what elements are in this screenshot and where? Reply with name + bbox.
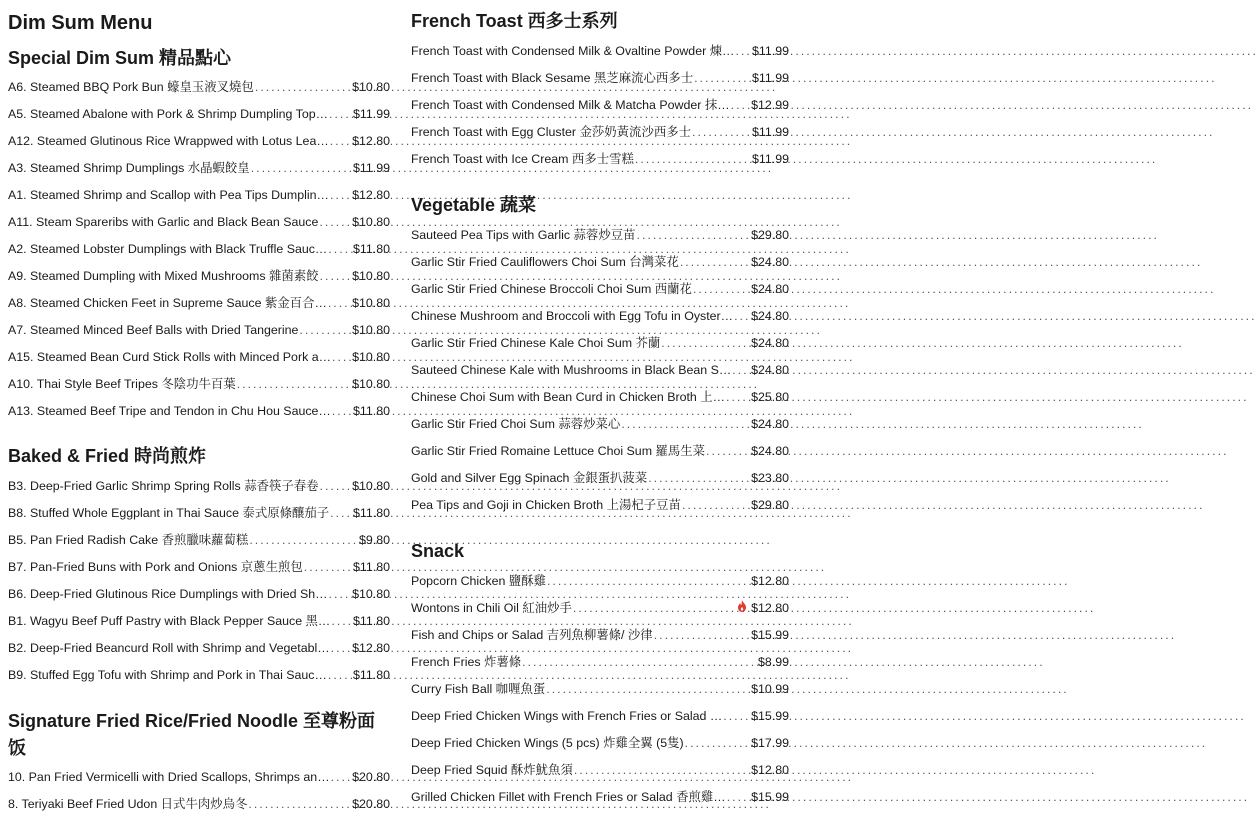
dot-leader xyxy=(621,411,750,438)
menu-item-name: B1. Wagyu Beef Puff Pastry with Black Pepper Sauce 黑… xyxy=(8,614,331,628)
menu-item-name: Popcorn Chicken 鹽酥雞 xyxy=(411,574,546,588)
menu-item-name: B5. Pan Fried Radish Cake 香煎臘味蘿蔔糕 xyxy=(8,533,249,547)
menu-item[interactable] xyxy=(8,635,390,662)
menu-item-price: $29.80 xyxy=(751,498,789,512)
menu-item-price: $10.80 xyxy=(352,80,390,94)
dot-leader xyxy=(332,344,351,371)
dot-leader xyxy=(723,703,750,730)
menu-item[interactable] xyxy=(8,236,390,263)
dot-leader xyxy=(329,581,352,608)
menu-item[interactable] xyxy=(411,357,789,384)
menu-item[interactable] xyxy=(411,65,789,92)
dot-leader xyxy=(654,622,750,649)
menu-item-name: A1. Steamed Shrimp and Scallop with Pea Tips Dumplin… xyxy=(8,188,329,202)
chili-flame-icon xyxy=(737,600,747,612)
menu-item-price: $24.80 xyxy=(751,309,789,323)
dot-leader xyxy=(648,465,750,492)
dot-leader xyxy=(692,119,751,146)
menu-item-price: $15.99 xyxy=(751,790,789,804)
dot-leader xyxy=(332,398,352,425)
dot-leader xyxy=(685,730,750,757)
menu-item[interactable] xyxy=(411,649,789,676)
dot-leader xyxy=(546,676,750,703)
menu-item[interactable] xyxy=(8,371,390,398)
menu-item[interactable] xyxy=(411,703,789,730)
menu-item-name: Pea Tips and Goji in Chicken Broth 上湯杞子豆苗 xyxy=(411,498,681,512)
menu-item-price: $11.99 xyxy=(353,107,390,121)
dot-leader xyxy=(328,290,351,317)
menu-item-price: $20.80 xyxy=(352,770,390,784)
menu-item[interactable] xyxy=(411,146,789,173)
menu-item-price: $12.80 xyxy=(352,188,390,202)
menu-item-name: Gold and Silver Egg Spinach 金銀蛋扒菠菜 xyxy=(411,471,648,485)
menu-item-price: $11.80 xyxy=(353,506,390,520)
menu-item-price: $10.80 xyxy=(352,215,390,229)
menu-item[interactable] xyxy=(8,182,390,209)
menu-item[interactable] xyxy=(8,263,390,290)
menu-item-name: B3. Deep-Fried Garlic Shrimp Spring Rolls 蒜香筷子春卷 xyxy=(8,479,319,493)
menu-item-name: A10. Thai Style Beef Tripes 冬陰功牛百葉 xyxy=(8,377,236,391)
dot-leader xyxy=(573,595,734,622)
section-vegetable xyxy=(411,192,789,512)
menu-item-price: $23.80 xyxy=(751,471,789,485)
menu-item[interactable] xyxy=(411,438,789,465)
item-list xyxy=(8,74,390,425)
menu-item-price: $24.80 xyxy=(751,255,789,269)
menu-item-name: A3. Steamed Shrimp Dumplings 水晶蝦餃皇 xyxy=(8,161,250,175)
section-signature-rice-noodle xyxy=(8,708,390,811)
menu-item[interactable] xyxy=(8,344,390,371)
menu-item-name: A13. Steamed Beef Tripe and Tendon in Chu Hou Sauce… xyxy=(8,404,331,418)
menu-item-price: $11.99 xyxy=(752,125,789,139)
section-title: Snack xyxy=(411,541,465,561)
dot-leader xyxy=(331,635,351,662)
menu-item-name: A5. Steamed Abalone with Pork & Shrimp Dumpling Top… xyxy=(8,107,329,121)
dot-leader xyxy=(330,128,351,155)
item-list xyxy=(411,568,789,811)
menu-item-price: $24.80 xyxy=(751,444,789,458)
menu-item-name: 10. Pan Fried Vermicelli with Dried Scallops, Shrimps an… xyxy=(8,770,330,784)
item-list xyxy=(8,473,390,689)
menu-item[interactable] xyxy=(8,155,390,182)
menu-item-name: B8. Stuffed Whole Eggplant in Thai Sauce 泰式原條釀茄子 xyxy=(8,506,330,520)
dot-leader xyxy=(319,209,351,236)
menu-item-price: $9.80 xyxy=(358,533,390,547)
section-baked-fried xyxy=(8,443,390,682)
menu-item-name: B9. Stuffed Egg Tofu with Shrimp and Pork in Thai Sauc… xyxy=(8,668,327,682)
menu-item-name: Chinese Choi Sum with Bean Curd in Chicken Broth 上… xyxy=(411,390,726,404)
menu-item[interactable] xyxy=(411,757,789,784)
section-title: Signature Fried Rice/Fried Noodle 至尊粉面饭 xyxy=(8,711,376,758)
dot-leader xyxy=(248,791,351,818)
section-special-dim-sum xyxy=(8,45,390,418)
dot-leader xyxy=(734,303,750,330)
dot-leader xyxy=(251,155,352,182)
item-list xyxy=(411,222,789,519)
dot-leader xyxy=(330,500,352,527)
menu-item[interactable] xyxy=(8,101,390,128)
dot-leader xyxy=(249,527,358,554)
page-title: Dim Sum Menu xyxy=(8,12,153,34)
menu-item[interactable] xyxy=(411,492,789,519)
dot-leader xyxy=(255,74,351,101)
menu-item-name: Grilled Chicken Fillet with French Fries or Salad 香煎雞… xyxy=(411,790,726,804)
menu-item-price: $10.99 xyxy=(751,682,789,696)
menu-item-name: French Fries 炸薯條 xyxy=(411,655,522,669)
menu-item-price: $15.99 xyxy=(751,709,789,723)
menu-item-price: $10.80 xyxy=(352,350,390,364)
menu-item-price: $10.80 xyxy=(352,269,390,283)
menu-item-price: $11.80 xyxy=(353,614,390,628)
menu-item[interactable] xyxy=(8,608,390,635)
menu-item[interactable] xyxy=(411,330,789,357)
menu-item[interactable] xyxy=(8,764,390,791)
menu-item-price: $20.80 xyxy=(352,797,390,811)
dot-leader xyxy=(727,784,750,811)
dot-leader xyxy=(522,649,757,676)
menu-item-name: 8. Teriyaki Beef Fried Udon 日式牛肉炒烏冬 xyxy=(8,797,248,811)
menu-item[interactable] xyxy=(8,398,390,425)
section-title: Vegetable 蔬菜 xyxy=(411,195,537,215)
menu-item-name: Deep Fried Squid 酥炸魷魚須 xyxy=(411,763,573,777)
menu-item-name: B2. Deep-Fried Beancurd Roll with Shrimp and Vegetabl… xyxy=(8,641,330,655)
dot-leader xyxy=(331,608,352,635)
item-list xyxy=(8,764,390,818)
menu-item-price: $10.80 xyxy=(352,323,390,337)
menu-item-name: Sauteed Pea Tips with Garlic 蒜蓉炒豆苗 xyxy=(411,228,636,242)
menu-item[interactable] xyxy=(411,676,789,703)
menu-item-price: $24.80 xyxy=(751,417,789,431)
menu-item-name: French Toast with Condensed Milk & Matcha Powder 抹… xyxy=(411,98,730,112)
dot-leader xyxy=(328,662,352,689)
menu-item-price: $12.80 xyxy=(751,763,789,777)
menu-item-name: Deep Fried Chicken Wings with French Fries or Salad … xyxy=(411,709,723,723)
menu-item-name: Wontons in Chili Oil 紅油炒手 xyxy=(411,601,572,615)
menu-item-name: Curry Fish Ball 咖喱魚蛋 xyxy=(411,682,546,696)
dot-leader xyxy=(732,357,750,384)
menu-item-name: Garlic Stir Fried Choi Sum 蒜蓉炒菜心 xyxy=(411,417,621,431)
menu-item-name: B7. Pan-Fried Buns with Pork and Onions 京蔥生煎包 xyxy=(8,560,303,574)
menu-item[interactable] xyxy=(8,527,390,554)
menu-item[interactable] xyxy=(411,276,789,303)
menu-item[interactable] xyxy=(8,317,390,344)
menu-item[interactable] xyxy=(411,595,789,622)
menu-item-name: Garlic Stir Fried Cauliflowers Choi Sum 台灣菜花 xyxy=(411,255,679,269)
menu-item[interactable] xyxy=(411,92,789,119)
menu-item-name: A8. Steamed Chicken Feet in Supreme Sauce 紫金百合… xyxy=(8,296,327,310)
item-list xyxy=(411,38,789,173)
menu-item[interactable] xyxy=(8,500,390,527)
menu-item-name: Sauteed Chinese Kale with Mushrooms in Black Bean S… xyxy=(411,363,732,377)
menu-item-name: French Toast with Condensed Milk & Ovaltine Powder 煉… xyxy=(411,44,735,58)
dot-leader xyxy=(237,371,351,398)
menu-item-price: $24.80 xyxy=(751,336,789,350)
dot-leader xyxy=(329,101,352,128)
menu-item-price: $17.99 xyxy=(751,736,789,750)
menu-item-name: A7. Steamed Minced Beef Balls with Dried Tangerine xyxy=(8,323,299,337)
menu-item-name: A12. Steamed Glutinous Rice Wrappwed with Lotus Lea… xyxy=(8,134,329,148)
dot-leader xyxy=(661,330,750,357)
menu-item-price: $12.80 xyxy=(352,641,390,655)
menu-item[interactable] xyxy=(411,303,789,330)
dot-leader xyxy=(731,92,750,119)
dot-leader xyxy=(682,492,750,519)
menu-item-price: $11.80 xyxy=(353,404,390,418)
menu-item-name: A2. Steamed Lobster Dumplings with Black Truffle Sauc… xyxy=(8,242,328,256)
menu-item-name: Garlic Stir Fried Romaine Lettuce Choi Sum 羅馬生菜 xyxy=(411,444,706,458)
menu-item-price: $11.99 xyxy=(752,152,789,166)
menu-item-price: $11.99 xyxy=(752,71,789,85)
menu-item-name: B6. Deep-Fried Glutinous Rice Dumplings with Dried Sh… xyxy=(8,587,328,601)
menu-item-name: Garlic Stir Fried Chinese Kale Choi Sum 芥蘭 xyxy=(411,336,661,350)
menu-item-name: Chinese Mushroom and Broccoli with Egg Tofu in Oyster… xyxy=(411,309,734,323)
dot-leader xyxy=(726,384,750,411)
menu-item-price: $12.80 xyxy=(751,574,789,588)
menu-item-name: Deep Fried Chicken Wings (5 pcs) 炸雞全翼 (5隻) xyxy=(411,736,684,750)
section-title: Special Dim Sum 精品點心 xyxy=(8,48,232,68)
menu-item-price: $8.99 xyxy=(757,655,789,669)
menu-item[interactable] xyxy=(8,128,390,155)
menu-item[interactable] xyxy=(411,568,789,595)
menu-item-name: A11. Steam Spareribs with Garlic and Black Bean Sauce xyxy=(8,215,319,229)
menu-item[interactable] xyxy=(8,791,390,818)
menu-item[interactable] xyxy=(411,730,789,757)
menu-item[interactable] xyxy=(411,249,789,276)
menu-item-price: $11.99 xyxy=(752,44,789,58)
menu-item-price: $10.80 xyxy=(352,296,390,310)
menu-item-name: Garlic Stir Fried Chinese Broccoli Choi Sum 西蘭花 xyxy=(411,282,692,296)
menu-item-name: Fish and Chips or Salad 吉列魚柳薯條/ 沙律 xyxy=(411,628,653,642)
menu-item[interactable] xyxy=(411,622,789,649)
menu-item[interactable] xyxy=(411,222,789,249)
menu-item-name: French Toast with Ice Cream 西多士雪糕 xyxy=(411,152,634,166)
menu-item-name: A6. Steamed BBQ Pork Bun 蠔皇玉液叉燒包 xyxy=(8,80,254,94)
menu-item[interactable] xyxy=(8,209,390,236)
dot-leader xyxy=(320,263,352,290)
dot-leader xyxy=(304,554,352,581)
menu-item-name: French Toast with Egg Cluster 金莎奶黃流沙西多士 xyxy=(411,125,692,139)
dot-leader xyxy=(735,38,751,65)
dot-leader xyxy=(328,236,352,263)
menu-item[interactable] xyxy=(8,581,390,608)
dot-leader xyxy=(693,276,750,303)
menu-item[interactable] xyxy=(411,411,789,438)
menu-item-name: A9. Steamed Dumpling with Mixed Mushrooms 雜菌素餃 xyxy=(8,269,319,283)
menu-item[interactable] xyxy=(8,74,390,101)
menu-item[interactable] xyxy=(411,384,789,411)
menu-item[interactable] xyxy=(8,662,390,689)
dot-leader xyxy=(331,764,352,791)
menu-item-name: A15. Steamed Bean Curd Stick Rolls with Minced Pork a… xyxy=(8,350,331,364)
menu-item-price: $24.80 xyxy=(751,363,789,377)
menu-item[interactable] xyxy=(8,473,390,500)
menu-item-price: $12.80 xyxy=(352,134,390,148)
menu-item[interactable] xyxy=(8,290,390,317)
dot-leader xyxy=(706,438,750,465)
menu-item[interactable] xyxy=(411,465,789,492)
menu-item-price: $11.80 xyxy=(353,668,390,682)
dot-leader xyxy=(680,249,750,276)
menu-item-price: $24.80 xyxy=(751,282,789,296)
menu-item-price: $15.99 xyxy=(751,628,789,642)
menu-item-price: $10.80 xyxy=(352,479,390,493)
dot-leader xyxy=(694,65,751,92)
menu-item-name: French Toast with Black Sesame 黑芝麻流心西多士 xyxy=(411,71,694,85)
dot-leader xyxy=(330,182,351,209)
menu-item-price: $25.80 xyxy=(751,390,789,404)
menu-item[interactable] xyxy=(411,38,789,65)
dot-leader xyxy=(320,473,352,500)
menu-item-price: $12.99 xyxy=(751,98,789,112)
menu-item-price: $10.80 xyxy=(352,587,390,601)
menu-item-price: $10.80 xyxy=(352,377,390,391)
menu-item[interactable] xyxy=(411,784,789,811)
section-french-toast xyxy=(411,8,789,166)
menu-item[interactable] xyxy=(411,119,789,146)
menu-item-price: $11.80 xyxy=(353,242,390,256)
dot-leader xyxy=(299,317,351,344)
menu-item[interactable] xyxy=(8,554,390,581)
dot-leader xyxy=(635,146,751,173)
menu-item-price: $12.80 xyxy=(751,601,789,615)
menu-item-price: $11.99 xyxy=(353,161,390,175)
dot-leader xyxy=(574,757,750,784)
dot-leader xyxy=(637,222,751,249)
section-title: Baked & Fried 時尚煎炸 xyxy=(8,446,207,466)
menu-item-price: $29.80 xyxy=(751,228,789,242)
section-snack xyxy=(411,538,789,804)
dot-leader xyxy=(547,568,750,595)
section-title: French Toast 西多士系列 xyxy=(411,11,618,31)
menu-item-price: $11.80 xyxy=(353,560,390,574)
